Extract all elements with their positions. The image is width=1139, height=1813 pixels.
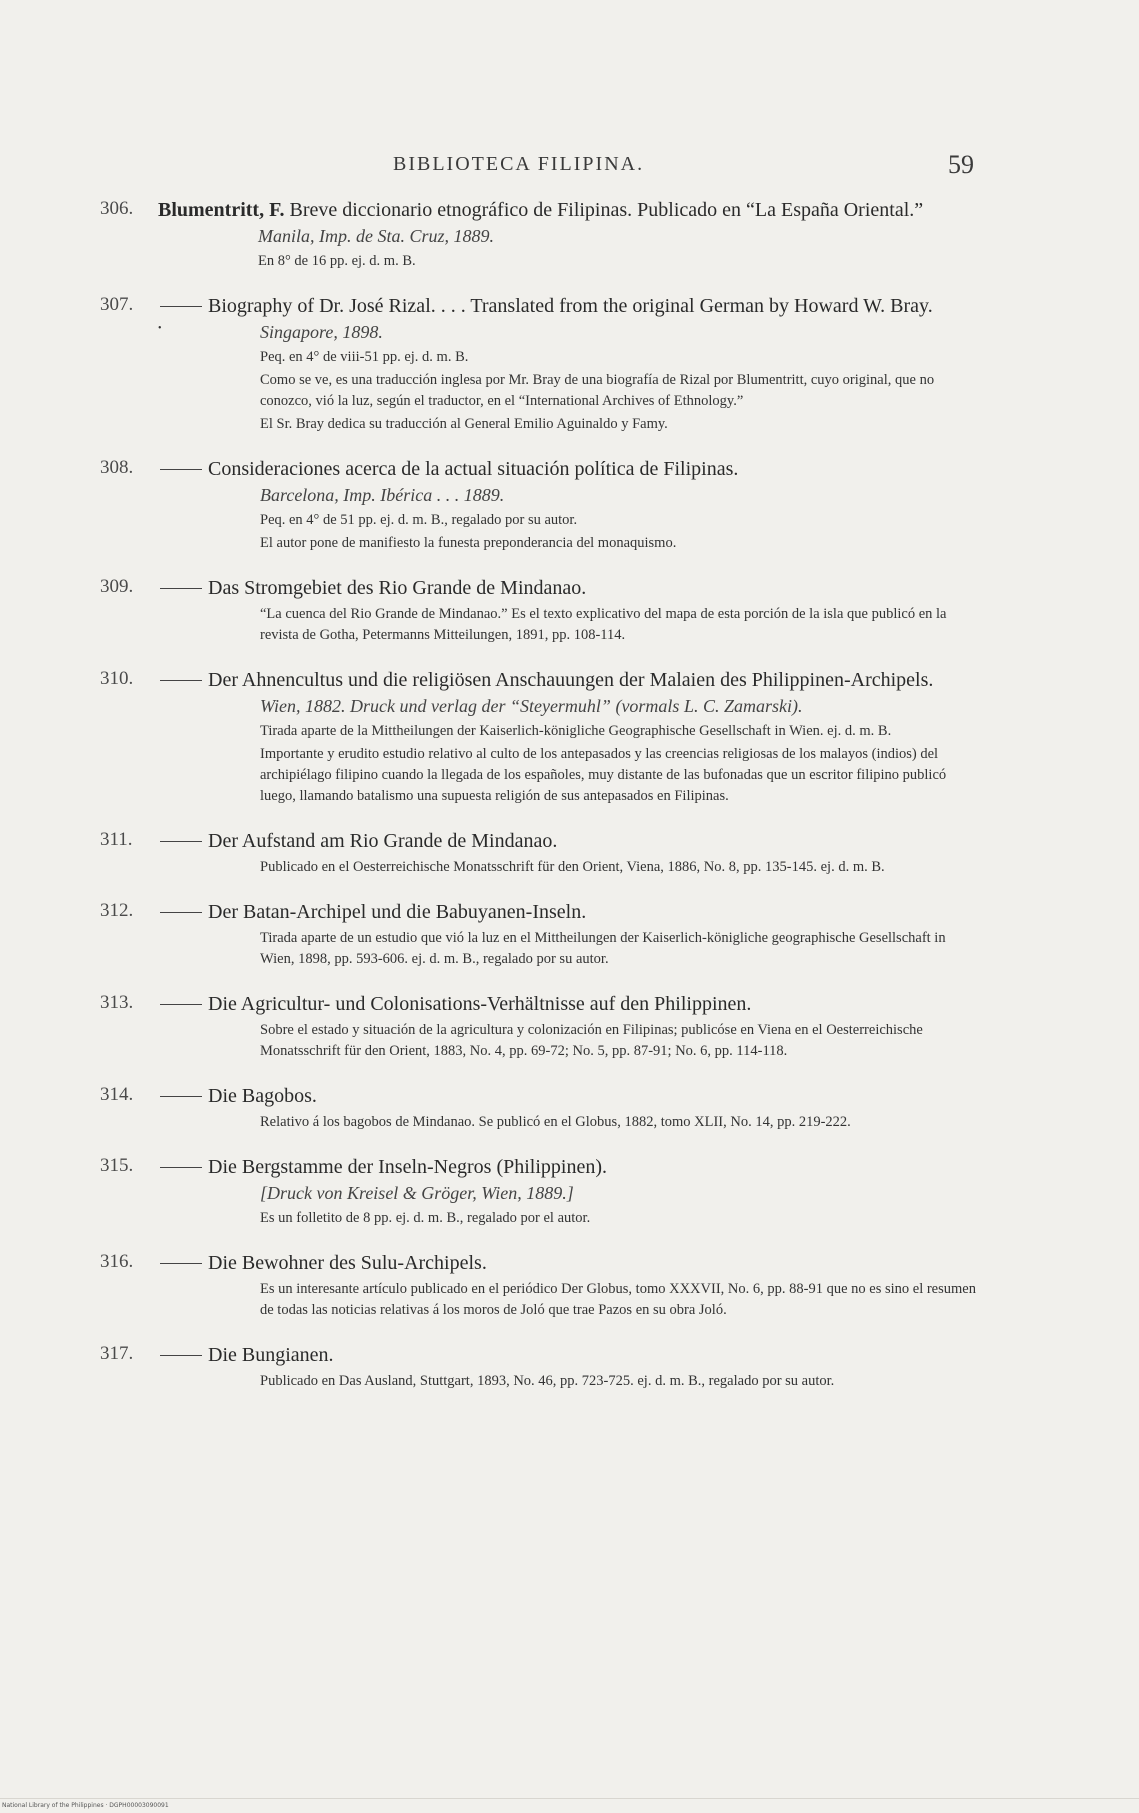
entry-note: Publicado en Das Ausland, Stuttgart, 1893, No. 46, pp. 723-725. ej. d. m. B., regalado por su autor. [260, 1373, 835, 1389]
entry-imprint: [Druck von Kreisel & Gröger, Wien, 1889.] [260, 1183, 574, 1203]
entry-title: Der Ahnencultus und die religiösen Anschauungen der Malaien des Philippinen-Archipels. [208, 669, 934, 691]
entry-number: 307. [100, 294, 134, 315]
entry-note: Relativo á los bagobos de Mindanao. Se publicó en el Globus, 1882, tomo XLII, No. 14, pp. 219-222. [260, 1114, 851, 1130]
ditto-dash [160, 1167, 202, 1168]
running-title: BIBLIOTECA FILIPINA. [393, 153, 645, 175]
entry-title: Der Batan-Archipel und die Babuyanen-Inseln. [208, 901, 587, 923]
entry-title: Consideraciones acerca de la actual situación política de Filipinas. [208, 458, 739, 480]
entry-number: 313. [100, 992, 134, 1013]
entry-note: En 8° de 16 pp. ej. d. m. B. [258, 253, 416, 269]
entry-note: Tirada aparte de un estudio que vió la luz en el Mittheilungen der Kaiserlich-königliche geographische Gesellschaft in Wien, 1898, pp. 593-606. ej. d. m. B., regalado por su autor. [260, 930, 946, 967]
page-number: 59 [948, 150, 974, 179]
entry-note: Publicado en el Oesterreichische Monatsschrift für den Orient, Viena, 1886, No. 8, pp. 135-145. ej. d. m. B. [260, 859, 885, 875]
entry-title: Die Bergstamme der Inseln-Negros (Philippinen). [208, 1156, 607, 1178]
entry-316 [100, 1250, 980, 1321]
bibliography-entries [100, 197, 980, 1413]
entry-306 [100, 197, 980, 272]
ditto-dash [160, 588, 202, 589]
entry-note: Es un interesante artículo publicado en el periódico Der Globus, tomo XXXVII, No. 6, pp. 88-91 que no es sino el resumen de todas las noticias relativas á los moros de Joló que trae Pazos en su obra Joló. [260, 1281, 976, 1318]
margin-mark: • [158, 323, 162, 334]
ditto-dash [160, 912, 202, 913]
entry-number: 316. [100, 1251, 134, 1272]
entry-note: “La cuenca del Rio Grande de Mindanao.” Es el texto explicativo del mapa de esta porción de la isla que publicó en la revista de Gotha, Petermanns Mitteilungen, 1891, pp. 108-114. [260, 606, 947, 643]
entry-title: Die Agricultur- und Colonisations-Verhältnisse auf den Philippinen. [208, 993, 752, 1015]
ditto-dash [160, 1004, 202, 1005]
entry-310 [100, 667, 980, 807]
entry-imprint: Singapore, 1898. [260, 322, 383, 342]
footer-rule [0, 1798, 1139, 1799]
entry-number: 312. [100, 900, 134, 921]
entry-note: El autor pone de manifiesto la funesta preponderancia del monaquismo. [260, 535, 677, 551]
entry-imprint: Manila, Imp. de Sta. Cruz, 1889. [258, 226, 494, 246]
entry-note: Peq. en 4° de 51 pp. ej. d. m. B., regalado por su autor. [260, 512, 578, 528]
entry-title: Die Bewohner des Sulu-Archipels. [208, 1252, 487, 1274]
entry-number: 308. [100, 457, 134, 478]
entry-311 [100, 828, 980, 878]
entry-note: El Sr. Bray dedica su traducción al General Emilio Aguinaldo y Famy. [260, 416, 668, 432]
entry-number: 317. [100, 1343, 134, 1364]
entry-title: Das Stromgebiet des Rio Grande de Mindanao. [208, 577, 587, 599]
entry-note: Es un folletito de 8 pp. ej. d. m. B., regalado por el autor. [260, 1210, 591, 1226]
entry-note: Tirada aparte de la Mittheilungen der Kaiserlich-königliche Geographische Gesellschaft in Wien. ej. d. m. B. [260, 723, 892, 739]
entry-note: Importante y erudito estudio relativo al culto de los antepasados y las creencias religiosas de los malayos (indios) del archipiélago filipino cuando la llegada de los españoles, muy distante de las bufonadas que un escritor filipino publicó luego, llamando batalismo una supuesta religión de sus antepasados en Filipinas. [260, 746, 947, 804]
ditto-dash [160, 680, 202, 681]
entry-heading [158, 197, 980, 224]
entry-313 [100, 991, 980, 1062]
ditto-dash [160, 1355, 202, 1356]
entry-309 [100, 575, 980, 646]
entry-number: 315. [100, 1155, 134, 1176]
entry-title: Der Aufstand am Rio Grande de Mindanao. [208, 830, 558, 852]
entry-imprint: Barcelona, Imp. Ibérica . . . 1889. [260, 485, 505, 505]
entry-number: 309. [100, 576, 134, 597]
entry-imprint: Wien, 1882. Druck und verlag der “Steyermuhl” (vormals L. C. Zamarski). [260, 696, 803, 716]
ditto-dash [160, 306, 202, 307]
entry-307 [100, 293, 980, 435]
entry-title: Breve diccionario etnográfico de Filipinas. Publicado en “La España Oriental.” [289, 199, 924, 221]
entry-author: Blumentritt, F. [158, 199, 285, 221]
entry-number: 306. [100, 198, 134, 219]
scan-credit: National Library of the Philippines · DGPH00003090091 [2, 1802, 169, 1809]
entry-317 [100, 1342, 980, 1392]
entry-note: Sobre el estado y situación de la agricultura y colonización en Filipinas; publicóse en Viena en el Oesterreichische Monatsschrift für den Orient, 1883, No. 4, pp. 69-72; No. 5, pp. 87-91; No. 6, pp. 114-118. [260, 1022, 923, 1059]
entry-note: Peq. en 4° de viii-51 pp. ej. d. m. B. [260, 349, 469, 365]
ditto-dash [160, 469, 202, 470]
entry-title: Biography of Dr. José Rizal. . . . Translated from the original German by Howard W. Bray. [208, 295, 933, 317]
entry-note: Como se ve, es una traducción inglesa por Mr. Bray de una biografía de Rizal por Blumentritt, cuyo original, que no conozco, vió la luz, según el traductor, en el “International Archives of Ethnology.” [260, 372, 935, 409]
entry-number: 314. [100, 1084, 134, 1105]
entry-number: 310. [100, 668, 134, 689]
ditto-dash [160, 1263, 202, 1264]
entry-315 [100, 1154, 980, 1229]
ditto-dash [160, 1096, 202, 1097]
entry-number: 311. [100, 829, 133, 850]
entry-314 [100, 1083, 980, 1133]
ditto-dash [160, 841, 202, 842]
entry-title: Die Bagobos. [208, 1085, 317, 1107]
entry-title: Die Bungianen. [208, 1344, 334, 1366]
entry-312 [100, 899, 980, 970]
entry-308 [100, 456, 980, 554]
